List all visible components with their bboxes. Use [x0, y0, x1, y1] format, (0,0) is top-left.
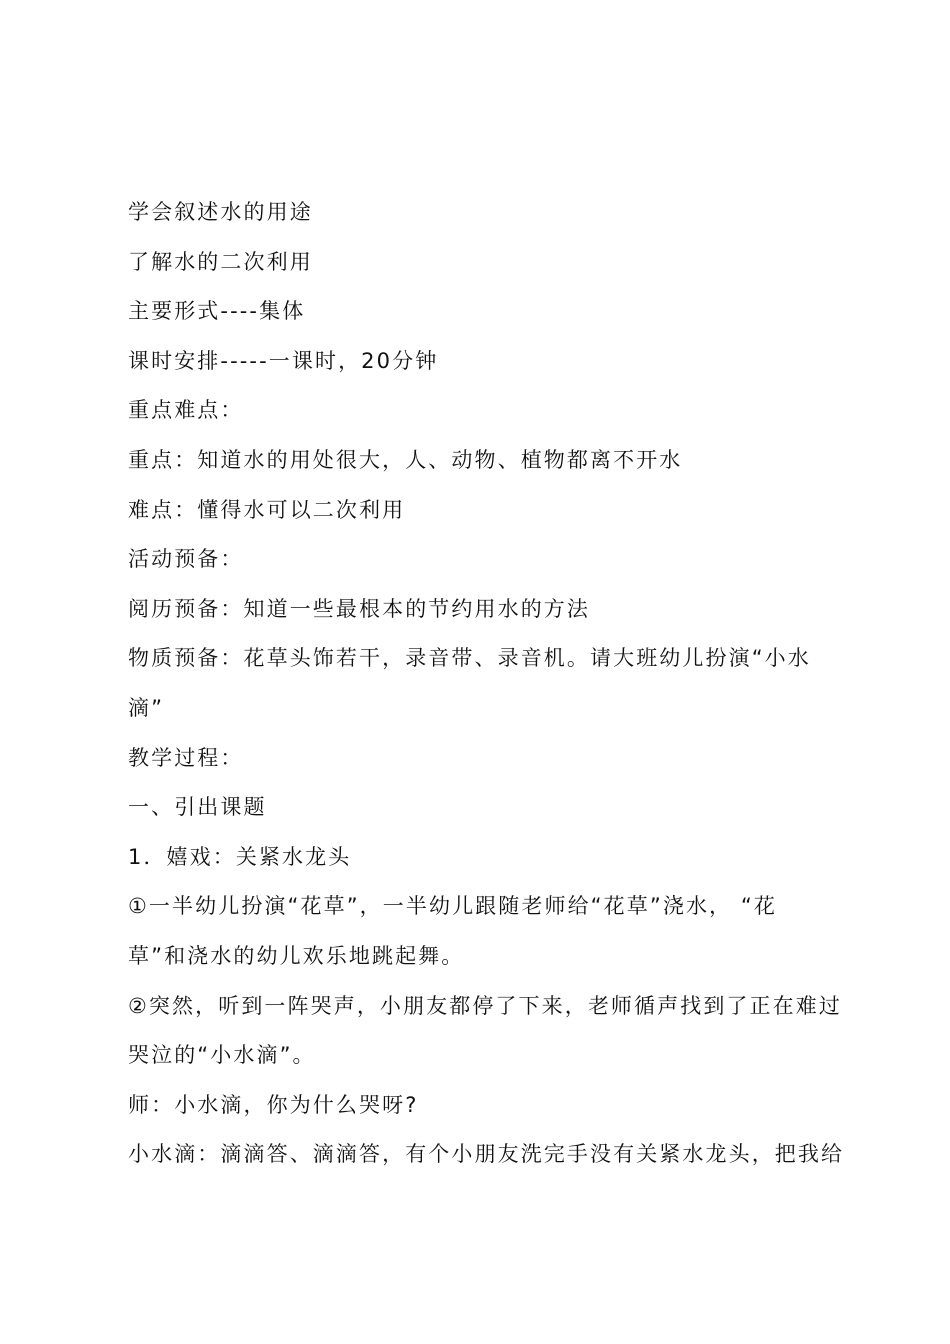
- text-line-10: 物质预备：花草头饰若干，录音带、录音机。请大班幼儿扮演“小水: [128, 646, 811, 671]
- text-line-6: 重点：知道水的用处很大，人、动物、植物都离不开水: [128, 447, 683, 472]
- text-line-4: 课时安排-----一课时，20分钟: [128, 348, 439, 373]
- text-line-1: 学会叙述水的用途: [128, 200, 313, 224]
- section-heading-preparation: 活动预备：: [128, 547, 244, 572]
- text-line-16: 草”和浇水的幼儿欢乐地跳起舞。: [128, 943, 465, 968]
- text-line-19: 师：小水滴，你为什么哭呀?: [128, 1092, 419, 1117]
- document-page: [128, 188, 845, 1180]
- text-line-7: 难点：懂得水可以二次利用: [128, 497, 406, 522]
- text-line-11: 滴”: [128, 695, 165, 720]
- text-line-9: 阅历预备：知道一些最根本的节约用水的方法: [128, 596, 590, 621]
- section-heading-key-points: 重点难点：: [128, 398, 244, 423]
- text-line-2: 了解水的二次利用: [128, 249, 313, 274]
- text-line-20: 小水滴：滴滴答、滴滴答，有个小朋友洗完手没有关紧水龙头，把我给: [128, 1142, 845, 1167]
- section-heading-teaching-process: 教学过程：: [128, 745, 244, 770]
- text-line-18: 哭泣的“小水滴”。: [128, 1043, 316, 1068]
- text-line-14: 1．嬉戏：关紧水龙头: [128, 844, 352, 869]
- text-line-15: ①一半幼儿扮演“花草”，一半幼儿跟随老师给“花草”浇水， “花: [128, 894, 777, 919]
- text-line-3: 主要形式----集体: [128, 299, 306, 324]
- text-line-13: 一、引出课题: [128, 795, 267, 820]
- text-line-17: ②突然，听到一阵哭声，小朋友都停了下来，老师循声找到了正在难过: [128, 993, 842, 1018]
